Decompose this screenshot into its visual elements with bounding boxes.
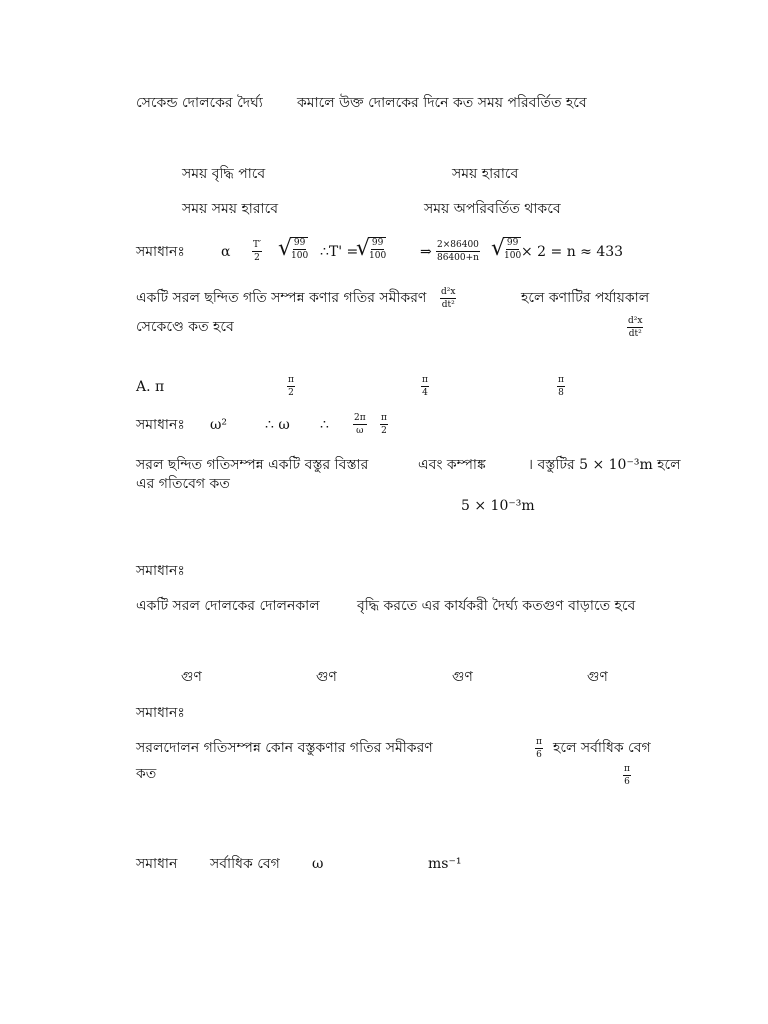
- q2-frac-2pi-den: ω: [356, 426, 364, 436]
- q1-sqrt-1-den: 100: [291, 251, 309, 261]
- q4-question-cont: বৃদ্ধি করতে এর কার্যকরী দৈর্ঘ্য কতগুণ বাড়াতে হবে: [357, 598, 636, 614]
- q4-question: একটি সরল দোলকের দোলনকাল: [136, 598, 320, 614]
- q1-question-cont: কমালে উক্ত দোলকের দিনে কত সময় পরিবর্তিত হবে: [297, 95, 587, 111]
- q2-solution-label: সমাধানঃ: [136, 417, 185, 433]
- q3-solution-label: সমাধানঃ: [136, 563, 185, 579]
- q1-sqrt-2-frac: [369, 238, 386, 261]
- q2-question-cont: হলে কণাটির পর্যায়কাল: [521, 290, 650, 306]
- q2-frac-d2x-dt2: [440, 287, 456, 310]
- q2-option-d-num: π: [558, 375, 564, 385]
- radical-icon: √: [491, 236, 506, 261]
- q2-option-b-num: π: [288, 375, 294, 385]
- q5-frac-pi-6-b: [623, 764, 631, 787]
- q1-result: × 2 = n ≈ 433: [521, 244, 624, 260]
- q1-sqrt-3: [491, 237, 521, 261]
- q2-frac-pi-2: [380, 413, 388, 436]
- q5-max-speed: সর্বাধিক বেগ: [210, 856, 280, 872]
- q5-unit: ms⁻¹: [428, 856, 462, 872]
- q5-frac-b-num: π: [624, 764, 630, 774]
- q2-therefore-omega: ∴ ω: [265, 417, 290, 433]
- q2-option-b: [287, 375, 295, 398]
- q1-frac-t-prime-num: T′: [253, 240, 262, 250]
- q2-frac-d2x-num: d²x: [441, 287, 456, 297]
- q1-frac-86400: [436, 240, 480, 263]
- q3-question-end: । বস্তুটির 5 × 10⁻³m হলে: [528, 457, 681, 473]
- q3-question-mid: এবং কম্পাঙ্ক: [418, 457, 486, 473]
- q1-sqrt-3-frac: [504, 238, 521, 261]
- q1-frac-t-prime: [252, 240, 262, 263]
- q2-option-c-num: π: [422, 375, 428, 385]
- q5-question-line2: কত: [136, 766, 157, 782]
- q1-question: সেকেন্ড দোলকের দৈর্ঘ্য: [136, 95, 263, 111]
- q1-option-a: সময় বৃদ্ধি পাবে: [182, 166, 266, 182]
- q1-sqrt-2-den: 100: [369, 251, 387, 261]
- q1-frac-86400-num: 2×86400: [437, 240, 479, 250]
- q1-option-b: সময় হারাবে: [452, 166, 519, 182]
- q1-option-c: সময় সময় হারাবে: [182, 201, 279, 217]
- q2-option-c-den: 4: [422, 388, 428, 398]
- q1-solution-label: সমাধানঃ: [136, 244, 185, 260]
- q4-solution-label: সমাধানঃ: [136, 705, 185, 721]
- q1-frac-t-prime-den: 2: [254, 253, 260, 263]
- q5-frac-pi-6: [535, 737, 543, 760]
- q1-sqrt-3-num: 99: [506, 238, 519, 248]
- q2-frac-2pi-num: 2π: [354, 413, 366, 423]
- q5-frac-a-num: π: [536, 737, 542, 747]
- q1-implies: ⇒: [420, 244, 432, 260]
- q2-frac-d2x-dt2-b: [627, 316, 643, 339]
- q4-option-b: গুণ: [316, 669, 337, 685]
- q1-therefore-t: ∴T' =: [320, 244, 359, 260]
- q2-frac-b-num: d²x: [628, 316, 643, 326]
- q2-option-a: A. π: [136, 379, 165, 395]
- q1-sqrt-1-frac: [291, 238, 308, 261]
- q1-sqrt-1-num: 99: [293, 238, 306, 248]
- q1-option-d: সময় অপরিবর্তিত থাকবে: [424, 201, 561, 217]
- q1-sqrt-1: [278, 237, 308, 261]
- q2-omega-squared: ω²: [210, 417, 228, 433]
- q2-frac-d2x-den: dt²: [441, 300, 455, 310]
- q5-question-cont: হলে সর্বাধিক বেগ: [553, 740, 651, 756]
- q2-option-d: [557, 375, 565, 398]
- q2-therefore: ∴: [320, 417, 329, 433]
- q2-option-d-den: 8: [558, 388, 564, 398]
- q4-option-c: গুণ: [452, 669, 473, 685]
- q1-sqrt-2-num: 99: [371, 238, 384, 248]
- q3-question: সরল ছন্দিত গতিসম্পন্ন একটি বস্তুর বিস্তার: [136, 457, 369, 473]
- q1-sqrt-2: [356, 237, 386, 261]
- q5-frac-b-den: 6: [624, 777, 630, 787]
- q3-question-line2: এর গতিবেগ কত: [136, 476, 230, 492]
- q2-option-b-den: 2: [288, 388, 294, 398]
- q5-solution-label: সমাধান: [136, 856, 178, 872]
- q2-frac-pi2-den: 2: [381, 426, 387, 436]
- radical-icon: √: [356, 236, 371, 261]
- q4-option-d: গুণ: [587, 669, 608, 685]
- q1-frac-86400-den: 86400+n: [436, 253, 479, 263]
- q2-frac-b-den: dt²: [628, 329, 642, 339]
- q5-question: সরলদোলন গতিসম্পন্ন কোন বস্তুকণার গতির সমীকরণ: [136, 740, 433, 756]
- q2-frac-pi2-num: π: [381, 413, 387, 423]
- radical-icon: √: [278, 236, 293, 261]
- q5-omega: ω: [312, 856, 324, 872]
- q2-question: একটি সরল ছন্দিত গতি সম্পন্ন কণার গতির সমীকরণ: [136, 290, 427, 306]
- q2-option-c: [421, 375, 429, 398]
- q1-sqrt-3-den: 100: [504, 251, 522, 261]
- q1-alpha: α: [221, 244, 231, 260]
- q2-question-line2: সেকেণ্ডে কত হবে: [136, 319, 234, 335]
- q4-option-a: গুণ: [181, 669, 202, 685]
- q5-frac-a-den: 6: [536, 750, 542, 760]
- q3-value: 5 × 10⁻³m: [461, 498, 535, 514]
- q2-frac-2pi-omega: [353, 413, 367, 436]
